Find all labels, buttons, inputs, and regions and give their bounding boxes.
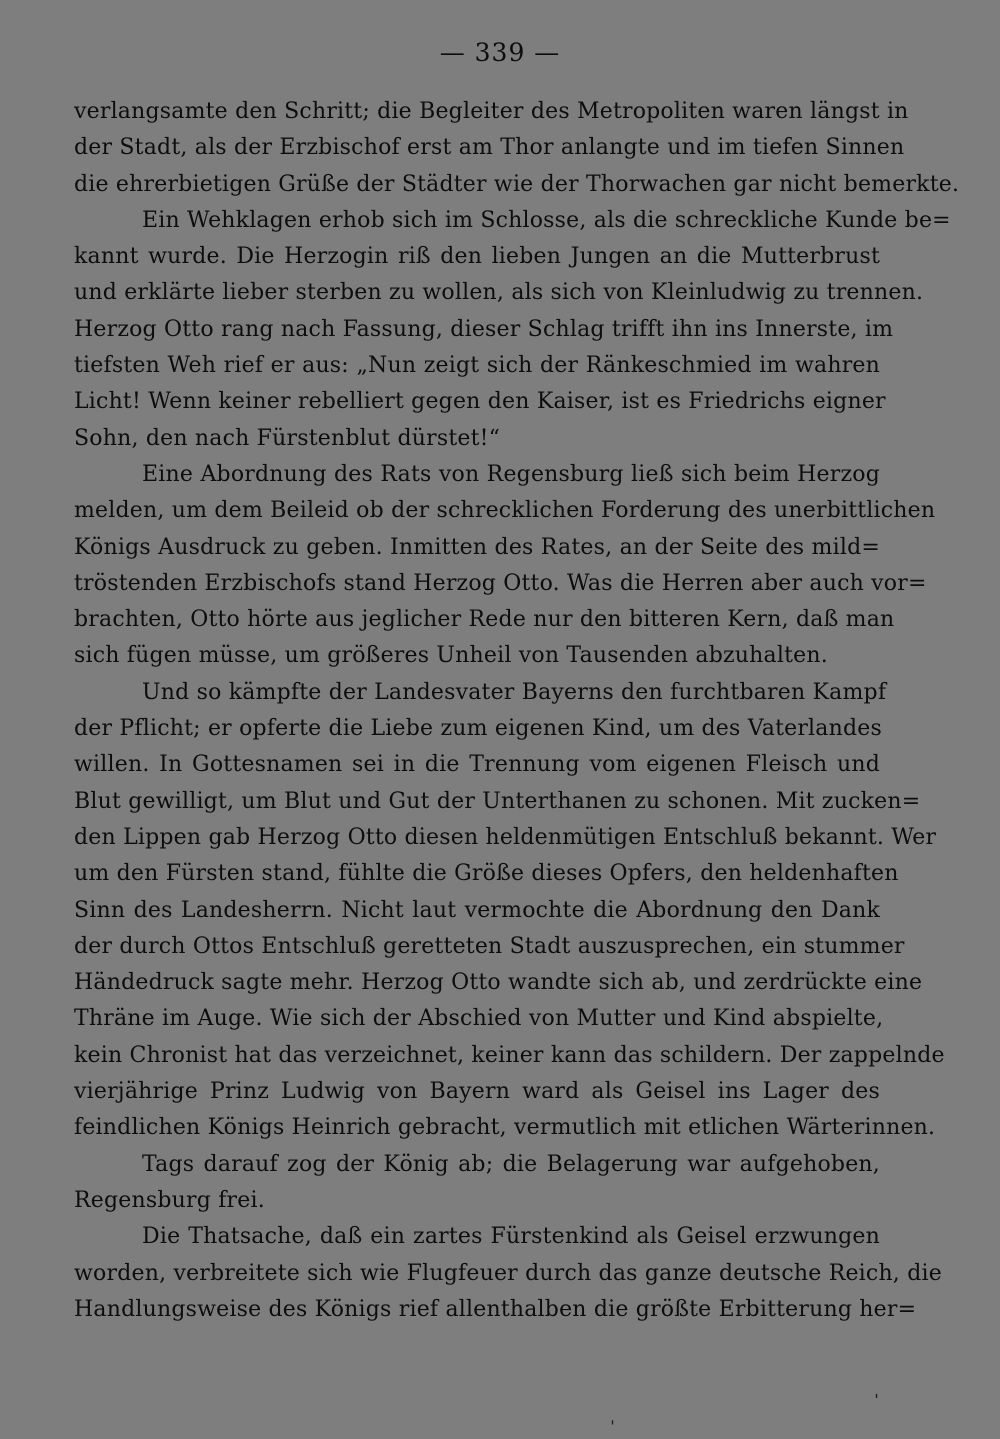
text-line: brachten, Otto hörte aus jeglicher Rede nur den bitteren Kern, daß man: [74, 607, 895, 633]
text-line: Blut gewilligt, um Blut und Gut der Unterthanen zu schonen. Mit zucken=: [74, 788, 921, 814]
print-speck: ˈ: [610, 1418, 615, 1439]
text-line: Sinn des Landesherrn. Nicht laut vermochte die Abordnung den Dank: [74, 897, 880, 923]
text-line: kein Chronist hat das verzeichnet, keiner kann das schildern. Der zappelnde: [74, 1042, 945, 1068]
text-line: Herzog Otto rang nach Fassung, dieser Schlag trifft ihn ins Innerste, im: [74, 316, 894, 342]
text-line: Thräne im Auge. Wie sich der Abschied von Mutter und Kind abspielte,: [74, 1006, 884, 1032]
text-line: die ehrerbietigen Grüße der Städter wie der Thorwachen gar nicht bemerkte.: [74, 171, 960, 197]
print-speck: ˌ: [874, 1380, 879, 1401]
text-line: verlangsamte den Schritt; die Begleiter des Metropoliten waren längst in: [74, 99, 909, 124]
paragraph-end-line: Regensburg frei.: [74, 1187, 265, 1213]
text-line: Handlungsweise des Königs rief allenthalben die größte Erbitterung her=: [74, 1296, 917, 1322]
paragraph-start-line: Eine Abordnung des Rats von Regensburg ließ sich beim Herzog: [142, 461, 880, 487]
text-line: worden, verbreitete sich wie Flugfeuer durch das ganze deutsche Reich, die: [74, 1260, 942, 1286]
text-line: der durch Ottos Entschluß geretteten Stadt auszusprechen, ein stummer: [74, 933, 905, 959]
paragraph-start-line: Tags darauf zog der König ab; die Belagerung war aufgehoben,: [142, 1151, 880, 1177]
text-line: kannt wurde. Die Herzogin riß den lieben Jungen an die Mutterbrust: [74, 244, 880, 270]
text-line: der Pflicht; er opferte die Liebe zum eigenen Kind, um des Vaterlandes: [74, 716, 882, 742]
paragraph-end-line: feindlichen Königs Heinrich gebracht, vermutlich mit etlichen Wärterinnen.: [74, 1115, 936, 1141]
text-line: Händedruck sagte mehr. Herzog Otto wandte sich ab, und zerdrückte eine: [74, 970, 923, 996]
page-number: — 339 —: [439, 38, 561, 67]
paragraph-start-line: Und so kämpfte der Landesvater Bayerns den furchtbaren Kampf: [142, 679, 887, 705]
text-line: tröstenden Erzbischofs stand Herzog Otto. Was die Herren aber auch vor=: [74, 570, 927, 596]
paragraph-start-line: Ein Wehklagen erhob sich im Schlosse, als die schreckliche Kunde be=: [142, 207, 951, 233]
text-line: um den Fürsten stand, fühlte die Größe dieses Opfers, den heldenhaften: [74, 861, 899, 887]
paragraph-end-line: sich fügen müsse, um größeres Unheil von Tausenden abzuhalten.: [74, 643, 828, 669]
text-line: der Stadt, als der Erzbischof erst am Thor anlangte und im tiefen Sinnen: [74, 135, 905, 161]
text-line: Königs Ausdruck zu geben. Inmitten des Rates, an der Seite des mild=: [74, 534, 880, 560]
text-line: vierjährige Prinz Ludwig von Bayern ward als Geisel ins Lager des: [74, 1079, 880, 1105]
text-body: [74, 94, 960, 1328]
text-line: willen. In Gottesnamen sei in die Trennung vom eigenen Fleisch und: [74, 752, 880, 778]
paragraph-start-line: Die Thatsache, daß ein zartes Fürstenkind als Geisel erzwungen: [142, 1224, 880, 1250]
text-line: Licht! Wenn keiner rebelliert gegen den Kaiser, ist es Friedrichs eigner: [74, 389, 886, 415]
text-line: tiefsten Weh rief er aus: „Nun zeigt sich der Ränkeschmied im wahren: [74, 353, 880, 379]
paragraph-end-line: Sohn, den nach Fürstenblut dürstet!“: [74, 425, 501, 451]
text-line: den Lippen gab Herzog Otto diesen heldenmütigen Entschluß bekannt. Wer: [74, 824, 937, 850]
text-line: melden, um dem Beileid ob der schrecklichen Forderung des unerbittlichen: [74, 498, 936, 524]
text-line: und erklärte lieber sterben zu wollen, als sich von Kleinludwig zu trennen.: [74, 280, 924, 306]
